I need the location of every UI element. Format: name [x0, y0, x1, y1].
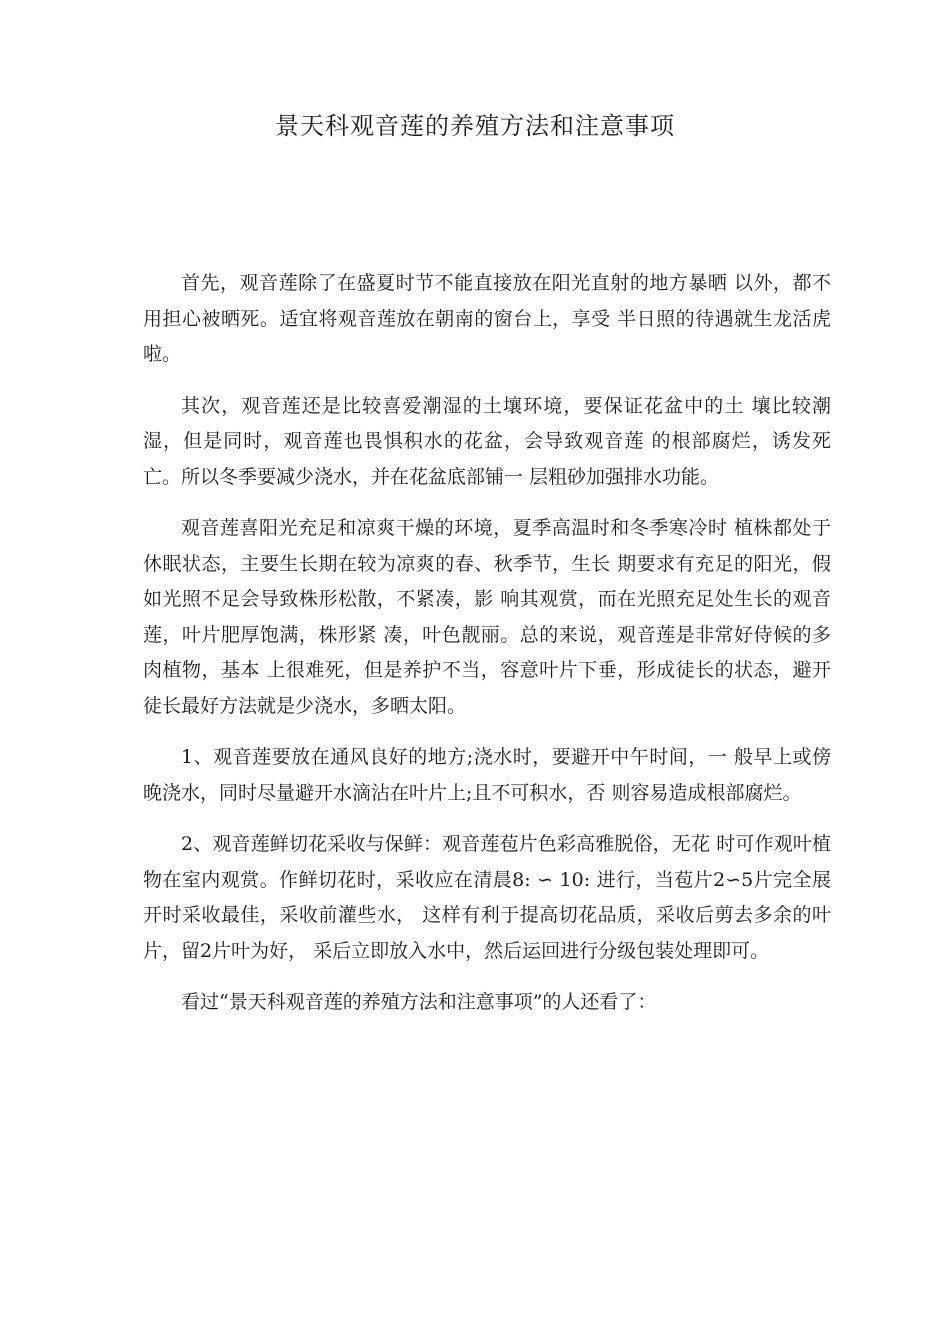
paragraph-sunlight: 首先，观音莲除了在盛夏时节不能直接放在阳光直射的地方暴晒 以外，都不用担心被晒死。适宜将观音莲放在朝南的窗台上，享受 半日照的待遇就生龙活虎啦。	[143, 272, 831, 365]
paragraph-related-reading: 看过“景天科观音莲的养殖方法和注意事项”的人还看了：	[181, 991, 657, 1013]
paragraph-tip-cut-flowers: 2、观音莲鲜切花采收与保鲜：观音莲苞片色彩高雅脱俗，无花 时可作观叶植物在室内观赏。作鲜切花时，采收应在清晨8: ∽ 10: 进行，当苞片2∽5片完全展开时采收最佳，采收前灌些水， 这样有利于提高切花品质，采收后剪去多余的叶片，留2片叶为好， 采后立即放入水中，然后运回进行分级包装处理即可。	[143, 833, 831, 962]
paragraph-tip-ventilation: 1、观音莲要放在通风良好的地方;浇水时，要避开中午时间，一 般早上或傍晚浇水，同时尽量避开水滴沾在叶片上;且不可积水，否 则容易造成根部腐烂。	[143, 746, 831, 804]
document-title: 景天科观音莲的养殖方法和注意事项	[275, 112, 675, 140]
document-body	[143, 266, 831, 1037]
paragraph-soil-moisture: 其次，观音莲还是比较喜爱潮湿的土壤环境，要保证花盆中的土 壤比较潮湿，但是同时，观音莲也畏惧积水的花盆，会导致观音莲 的根部腐烂，诱发死亡。所以冬季要减少浇水，并在花盆底部铺一 层粗砂加强排水功能。	[143, 394, 831, 488]
paragraph-growth-environment: 观音莲喜阳光充足和凉爽干燥的环境，夏季高温时和冬季寒冷时 植株都处于休眠状态，主要生长期在较为凉爽的春、秋季节，生长 期要求有充足的阳光，假如光照不足会导致株形松散，不紧凑，影 响其观赏，而在光照充足处生长的观音莲，叶片肥厚饱满，株形紧 凑，叶色靓丽。总的来说，观音莲是非常好侍候的多肉植物，基本 上很难死，但是养护不当，容意叶片下垂，形成徒长的状态，避开 徒长最好方法就是少浇水，多晒太阳。	[143, 517, 831, 717]
